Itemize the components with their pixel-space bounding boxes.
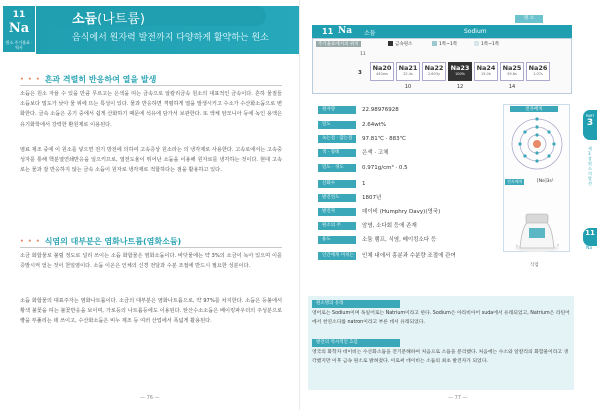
isotope-cell: Na26 1.07s	[526, 62, 550, 81]
isotope-cell-highlighted: Na23 100%	[448, 62, 472, 81]
legend-swatch-2	[432, 41, 437, 46]
isotope-number: 14	[508, 84, 516, 90]
property-row: 원자량 22.98976928	[318, 106, 498, 115]
property-row: 색 · 형태 은색 · 고체	[318, 149, 498, 158]
section-heading-2: • • • 식염의 대부분은 염화나트륨(염화소듐)	[20, 236, 181, 247]
group-label: 11	[360, 52, 366, 57]
legend-item-3: 1쪽~1쪽	[474, 41, 499, 47]
right-page-number: — 77 —	[448, 395, 468, 401]
property-row: 원소의 주 암염, 소다회 등에 존재	[318, 222, 498, 231]
badge-symbol: Na	[8, 21, 30, 36]
electron-config-label: 전자배치	[507, 179, 523, 184]
left-title-bar	[36, 6, 266, 26]
property-row: 발견연도 1807년	[318, 194, 498, 203]
isotope-cell: Na24 15.0h	[474, 62, 498, 81]
legend-item-1: 금속원소	[388, 41, 412, 47]
page-title	[72, 8, 145, 27]
title-paren: (나트륨)	[97, 12, 145, 27]
note-tag-1: 원소명의 유래	[312, 300, 400, 308]
property-row: 녹는점 · 끓는점 97.81℃ · 883℃	[318, 135, 498, 144]
badge-number: 11	[12, 10, 26, 20]
section-1-paragraph-2: 염료 제조 중에 이 원소를 넣으면 전기 방전에 의하여 고속증상 원소라는 의 냉각제로 사용한다. 고속로에서는 고속중성자를 통해 핵분열연쇄반응을 일으키므로, 열전도율이 뛰어난 소듐을 이용해 원자로를 냉각하는 것이다. 현대 고속로는 물과 잘 반응하지 않는 금속 소듐이 원자로 냉각재로 적합하다는 점을 활용하고 있다.	[20, 147, 282, 174]
header-number: 11	[322, 27, 334, 36]
header-symbol: Na	[338, 26, 353, 36]
isotope-cell: Na20 440ms	[370, 62, 394, 81]
badge-tab: 원소 주기율표 · 역사	[3, 40, 35, 52]
atom-diagram	[509, 116, 565, 172]
legend-swatch-3	[474, 41, 479, 46]
isotope-number: 10	[404, 84, 412, 90]
photo-caption: 식염	[530, 263, 539, 268]
property-row: 밀도 2.64wt%	[318, 121, 498, 130]
isotope-cell: Na22 2.603y	[422, 62, 446, 81]
isotope-cell: Na21 22.4s	[396, 62, 420, 81]
element-index-tab[interactable]: 11	[583, 228, 597, 246]
side-vertical-title: 제3장 원소의 발견	[588, 146, 592, 186]
property-row: 인간에게 미치는 영향 인체 내에서 흥분과 수분량 조절에 관여	[318, 252, 498, 261]
property-row: 발견자 데이비 (Humphry Davy)(영국)	[318, 208, 498, 217]
section-2-paragraph-2: 소듐 화합물의 대표주자는 염화나트륨이다. 소금의 대부분은 염화나트륨으로, 약 97%를 차지한다. 소듐은 등불에서 황색 불꽃을 띠는 불꽃반응을 보이며, 가로등의 나트륨등에도 이용된다. 탄산수소소듐은 베이킹파우더의 주성분으로 빵을 부풀리는 데 쓰이고, 수산화소듐은 비누 제조 등 여러 산업에서 폭넓게 활용된다.	[20, 298, 282, 325]
section-1-paragraph-1: 소듐은 원소 자율 수 있을 만큼 무르고는 은색을 띠는 금속으로 알칼리금속 원소의 대표적인 금속이다. 흔하 물질들 소듐보다 밀도가 낮아 물 위에 뜨는 특성이 있다. 물과 반응하면 격렬하게 열을 발생시키고 수소가 수산화소듐으로 변화한다. 금속 소듐은 공기 중에서 쉽게 산화하기 때문에 석유에 담가서 보관한다. 또 액체 암모니아 등에 녹인 용액은 유기화학에서 강력한 환원제로 이용된다.	[20, 91, 282, 128]
section-2-paragraph-1: 소금 화합물로 불릴 정도로 널리 쓰이는 소듐 화합물은 염화소듐이다. 바닷물에는 약 3%의 소금이 녹아 있으며 이를 증발시켜 얻는 것이 천일염이다. 소듐 이온은 인체의 신경 전달과 수분 조절에 반드시 필요한 성분이다.	[20, 253, 282, 270]
period-label: 3	[358, 70, 362, 76]
periodic-table-label: 주기율표에서의 위치	[318, 42, 359, 47]
part-label: PART	[585, 114, 595, 118]
part-number: 3	[586, 118, 594, 128]
page-subtitle: 음식에서 원자력 발전까지 다양하게 활약하는 원소	[72, 33, 269, 43]
note-text-2: 영국의 화학자 데이비는 수산화소듐을 전기분해하여 처음으로 소듐을 분리했다. 처음에는 수소와 알칼리의 화합물이라고 생각했지만 이후 금속 원소로 밝혀졌다. 이로써 데이비는 소듐의 최초 발견자가 되었다.	[312, 350, 569, 364]
atom-label: 전자배치	[510, 106, 558, 112]
left-page-number: — 76 —	[140, 395, 160, 401]
element-index-symbol: Na	[586, 246, 593, 251]
part-tab[interactable]	[583, 110, 597, 140]
isotope-number: 12	[456, 84, 464, 90]
isotope-cell: Na25 59.6s	[500, 62, 524, 81]
element-header	[312, 25, 572, 38]
property-row: 산화수 1	[318, 180, 498, 189]
section-divider-1	[20, 85, 282, 86]
property-row: 밀도 · 경도 0.971g/cm³ · 0.5	[318, 164, 498, 173]
section-heading-1: • • • 흔과 격렬히 반응하여 열을 발생	[20, 74, 156, 85]
header-english-name: Sodium	[464, 28, 487, 35]
section-divider-2	[20, 247, 282, 248]
property-row: 용도 소듐 램프, 식염, 베이킹소다 등	[318, 236, 498, 245]
legend-swatch-1	[388, 41, 393, 46]
electron-config-value: [Ne]3s¹	[537, 179, 554, 184]
header-korean-name: 소듐	[364, 30, 376, 37]
legend-item-2: 1쪽~1쪽	[432, 41, 457, 47]
note-text-1: 영어로는 Sodium이며 독일어로는 Natrium이라고 한다. Sodium은 아라비아어 suda에서 유래되었고, Natrium은 라틴어에서 천연소다를 natron이라고 부른 데서 유래되었다.	[312, 311, 570, 325]
chapter-tag: 원 소	[515, 15, 543, 23]
title-name: 소듐	[72, 12, 98, 27]
salt-shaker-image	[512, 196, 562, 254]
note-tag-2: 발견의 역사적인 흐름	[312, 339, 400, 347]
